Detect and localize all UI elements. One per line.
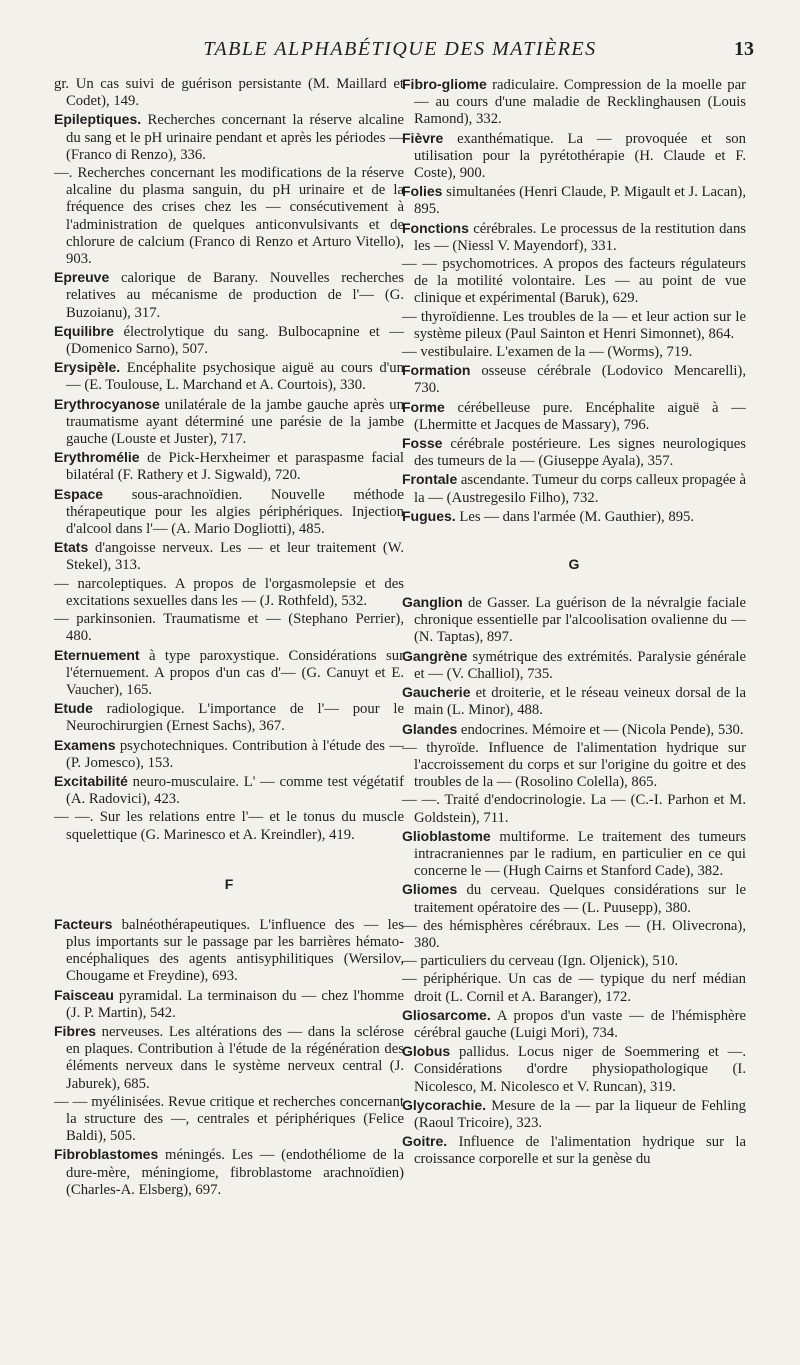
entry-keyword: Glioblastome — [402, 827, 491, 844]
entry-text: du cerveau. Quelques considérations sur le traitement opératoire des — (L. Puusepp), 380. — [414, 882, 746, 916]
index-entry — [54, 396, 404, 449]
index-entry — [402, 130, 746, 183]
entry-text: psychotechniques. Contribution à l'étude des — (P. Jomesco), 153. — [66, 737, 404, 771]
page-number: 13 — [734, 38, 754, 60]
index-entry — [402, 1097, 746, 1132]
entry-text: — parkinsonien. Traumatisme et — (Stephano Perrier), 480. — [54, 611, 404, 645]
entry-text: — thyroïde. Influence de l'alimentation hydrique sur l'accroissement du corps et sur l'origine du goitre et des troubles de la — (Rosolino Colella), 865. — [402, 739, 746, 791]
section-letter-f: F — [224, 875, 234, 892]
entry-text: endocrines. Mémoire et — (Nicola Pende), 530. — [457, 721, 744, 738]
index-entry — [402, 971, 746, 1005]
index-entry — [402, 918, 746, 952]
entry-keyword: Epreuve — [54, 269, 110, 286]
entry-text: sous-arachnoïdien. Nouvelle méthode thérapeutique pour les algies périphériques. Injection d'alcool dans l'— (A. Mario Dogliotti), 485. — [66, 486, 404, 538]
page-title: TABLE ALPHABÉTIQUE DES MATIÈRES — [203, 38, 597, 60]
entry-text: Influence de l'alimentation hydrique sur la croissance corporelle et sur la genèse du — [414, 1134, 746, 1168]
right-column — [402, 76, 746, 1170]
index-entry — [402, 344, 746, 361]
index-entry — [402, 435, 746, 470]
entry-keyword: Erythromélie — [54, 449, 140, 466]
index-entry — [54, 269, 404, 322]
entry-text: multiforme. Le traitement des tumeurs intracraniennes par le radium, en particulier en ce qui concerne le — (Hugh Cairns et Stanford Cade), 382. — [414, 828, 746, 880]
entry-text: — des hémisphères cérébraux. Les — (H. Olivecrona), 380. — [402, 917, 746, 951]
entry-keyword: Examens — [54, 736, 116, 753]
entry-text: pyramidal. La terminaison du — chez l'homme (J. P. Martin), 542. — [66, 987, 404, 1021]
entry-keyword: Etude — [54, 700, 93, 717]
entry-text: —. Recherches concernant les modifications de la réserve alcaline du plasma sanguin, du pH urinaire et de la fréquence des crises chez les — consécutivement à l'administration de quelques anticonvulsivants et de chlorure de calcium (Franco di Renzo et Arturo Vitello), 903. — [54, 165, 404, 268]
index-entry — [54, 449, 404, 484]
entry-keyword: Epileptiques. — [54, 111, 142, 128]
entry-text: nerveuses. Les altérations des — dans la sclérose en plaques. Contribution à l'étude de la régénération des éléments nerveux dans le système nerveux central (J. Jaburek), 685. — [66, 1023, 404, 1092]
entry-keyword: Fonctions — [402, 219, 469, 236]
entry-keyword: Fibres — [54, 1022, 97, 1039]
entry-keyword: Glandes — [402, 720, 458, 737]
entry-keyword: Eternuement — [54, 646, 140, 663]
entry-text: osseuse cérébrale (Lodovico Mencarelli), 730. — [414, 363, 746, 397]
index-entry — [402, 648, 746, 683]
entry-keyword: Folies — [402, 183, 443, 200]
entry-keyword: Erythrocyanose — [54, 395, 160, 412]
index-entry — [402, 740, 746, 792]
entry-text: radiologique. L'importance de l'— pour le Neurochirurgien (Ernest Sachs), 367. — [66, 701, 404, 735]
entry-text: calorique de Barany. Nouvelles recherches relatives au mécanisme de production de l'— (G. Buzoianu), 317. — [66, 270, 404, 321]
entry-text: radiculaire. Compression de la moelle par — au cours d'une maladie de Recklinghausen (Louis Ramond), 332. — [414, 77, 746, 128]
entry-text: neuro-musculaire. L' — comme test végétatif (A. Radovici), 423. — [66, 773, 404, 808]
entry-keyword: Faisceau — [54, 986, 114, 1003]
entry-text: de Gasser. La guérison de la névralgie faciale chronique essentielle par l'alcoolisation ovalienne du — (N. Taptas), 897. — [414, 595, 746, 646]
index-entry — [402, 828, 746, 881]
entry-keyword: Gliomes — [402, 881, 458, 898]
index-entry — [402, 881, 746, 916]
entry-text: cérébrales. Le processus de la restitution dans les — (Niessl V. Mayendorf), 331. — [414, 220, 746, 254]
entry-text: — — myélinisées. Revue critique et recherches concernant la structure des —, centrales et périphériques (Felice Baldi), 505. — [54, 1093, 404, 1145]
entry-keyword: Glycorachie. — [402, 1096, 487, 1113]
index-entry — [402, 362, 746, 397]
entry-text: balnéothérapeutiques. L'influence des — les plus importants sur le passage par les barrières hémato-encéphaliques des agents antisyphilitiques (Wersilov, Chougame et Freydine), 693. — [66, 916, 404, 985]
index-entry — [402, 1007, 746, 1042]
index-entry — [54, 1146, 404, 1199]
entry-text: gr. Un cas suivi de guérison persistante (M. Maillard et Codet), 149. — [54, 76, 404, 110]
left-column — [54, 76, 404, 1200]
entry-text: — vestibulaire. L'examen de la — (Worms), 719. — [402, 344, 693, 361]
index-entry — [402, 309, 746, 343]
entry-text: symétrique des extrémités. Paralysie générale et — (V. Challiol), 735. — [414, 648, 746, 682]
entry-keyword: Fibroblastomes — [54, 1146, 159, 1163]
entries-f-continued-section — [402, 76, 746, 526]
index-entry — [402, 508, 746, 526]
entry-keyword: Ganglion — [402, 594, 463, 611]
entry-text: cérébelleuse pure. Encéphalite aiguë à — (Lhermitte et Jacques de Massary), 796. — [414, 399, 746, 433]
entry-keyword: Globus — [402, 1043, 451, 1060]
entry-text: Recherches concernant la réserve alcaline du sang et le pH urinaire pendant et après les périodes — (Franco di Renzo), 336. — [66, 112, 404, 163]
entry-text: cérébrale postérieure. Les signes neurologiques des tumeurs de la — (Giuseppe Ayala), 357. — [414, 436, 746, 470]
entry-text: A propos d'un vaste — de l'hémisphère cérébral gauche (Luigi Mori), 734. — [414, 1007, 746, 1041]
entry-text: méningés. Les — (endothéliome de la dure-mère, méningiome, fibroblastome arachnoïdien) (Charles-A. Elsberg), 697. — [66, 1147, 404, 1198]
index-entry — [402, 183, 746, 218]
entry-keyword: Equilibre — [54, 322, 114, 339]
entry-keyword: Gaucherie — [402, 684, 471, 701]
entry-text: simultanées (Henri Claude, P. Migault et J. Lacan), 895. — [414, 184, 746, 218]
entry-keyword: Espace — [54, 485, 104, 502]
entry-text: unilatérale de la jambe gauche après un traumatisme ayant déterminé une parésie de la jambe gauche (Louste et Juster), 717. — [66, 396, 404, 448]
entry-text: — particuliers du cerveau (Ign. Oljenick), 510. — [402, 953, 679, 970]
index-entry — [54, 773, 404, 808]
index-entry — [54, 1023, 404, 1093]
section-letter-g: G — [568, 556, 580, 573]
entry-text: ascendante. Tumeur du corps calleux propagée à la — (Austregesilo Filho), 732. — [414, 472, 746, 506]
entry-keyword: Etats — [54, 539, 89, 556]
entry-keyword: Fièvre — [402, 129, 444, 146]
entry-keyword: Fosse — [402, 435, 443, 452]
index-entry — [402, 721, 746, 739]
entries-g-section — [402, 594, 746, 1169]
index-entry — [402, 1133, 746, 1168]
entry-keyword: Gangrène — [402, 647, 468, 664]
running-head — [0, 38, 800, 74]
entry-text: — thyroïdienne. Les troubles de la — et leur action sur le système pileux (Paul Sainton et Henri Simonnet), 864. — [402, 308, 746, 342]
index-entry — [402, 256, 746, 308]
index-entry — [402, 594, 746, 647]
entry-keyword: Fibro-gliome — [402, 76, 487, 92]
index-entry — [402, 953, 746, 970]
index-entry — [402, 471, 746, 506]
index-entry — [54, 700, 404, 735]
index-entry — [54, 647, 404, 700]
index-entry — [54, 539, 404, 574]
index-entry — [54, 987, 404, 1022]
entry-text: exanthématique. La — provoquée et son utilisation pour la pyrétothérapie (H. Claude et F. Coste), 900. — [414, 130, 746, 182]
entry-keyword: Erysipèle. — [54, 359, 121, 376]
entry-text: de Pick-Herxheimer et paraspasme facial bilatéral (F. Rathery et J. Sigwald), 720. — [66, 450, 404, 484]
entry-text: et droiterie, et le réseau veineux dorsal de la main (L. Minor), 488. — [414, 685, 746, 719]
entry-keyword: Fugues. — [402, 507, 456, 524]
index-entry — [54, 76, 404, 110]
index-entry — [54, 737, 404, 772]
entry-text: — —. Sur les relations entre l'— et le tonus du muscle squelettique (G. Marinesco et A. Kreindler), 419. — [54, 809, 404, 843]
index-entry — [54, 576, 404, 610]
entry-keyword: Excitabilité — [54, 772, 128, 789]
index-entry — [54, 323, 404, 358]
entry-text: d'angoisse nerveux. Les — et leur traitement (W. Stekel), 313. — [66, 540, 404, 574]
entry-keyword: Gliosarcome. — [402, 1006, 491, 1023]
index-entry — [54, 165, 404, 268]
index-entry — [402, 399, 746, 434]
entry-keyword: Forme — [402, 398, 445, 415]
index-entry — [402, 684, 746, 719]
index-entry — [54, 809, 404, 843]
entry-text: Les — dans l'armée (M. Gauthier), 895. — [455, 508, 695, 525]
index-entry — [54, 611, 404, 645]
entry-text: Encéphalite psychosique aiguë au cours d'un — (E. Toulouse, L. Marchand et A. Courtois), 330. — [66, 360, 404, 394]
entry-keyword: Goitre. — [402, 1133, 448, 1150]
entry-text: pallidus. Locus niger de Soemmering et —. Considérations d'ordre physiopathologique (I. Nicolesco, M. Nicolesco et V. Runcan), 319. — [414, 1044, 746, 1095]
entry-text: — — psychomotrices. A propos des facteurs régulateurs de la motilité volontaire. Les — au point de vue clinique et expérimental (Baruk), 629. — [402, 256, 746, 307]
entry-text: — —. Traité d'endocrinologie. La — (C.-I. Parhon et M. Goldstein), 711. — [402, 792, 746, 826]
entry-keyword: Frontale — [402, 471, 458, 488]
index-entry — [54, 916, 404, 986]
entries-f-section — [54, 916, 404, 1199]
index-entry — [402, 1043, 746, 1096]
entry-keyword: Formation — [402, 362, 471, 379]
entry-text: Mesure de la — par la liqueur de Fehling (Raoul Tricoire), 323. — [414, 1097, 746, 1131]
index-entry — [54, 1094, 404, 1146]
index-entry — [402, 792, 746, 826]
entry-text: — narcoleptiques. A propos de l'orgasmolepsie et des excitations sexuelles dans les — (J. Rothfeld), 532. — [54, 575, 404, 609]
index-entry — [402, 220, 746, 255]
entry-keyword: Facteurs — [54, 915, 113, 932]
entry-text: à type paroxystique. Considérations sur l'éternuement. A propos d'un cas d'— (G. Canuyt et E. Vaucher), 165. — [66, 647, 404, 698]
index-entry — [54, 359, 404, 394]
index-entry — [402, 76, 746, 129]
entries-e-section — [54, 76, 404, 844]
index-entry — [54, 486, 404, 539]
entry-text: — périphérique. Un cas de — typique du nerf médian droit (L. Cornil et A. Baranger), 172. — [402, 971, 746, 1005]
entry-text: électrolytique du sang. Bulbocapnine et — (Domenico Sarno), 507. — [66, 323, 404, 358]
index-entry — [54, 111, 404, 164]
